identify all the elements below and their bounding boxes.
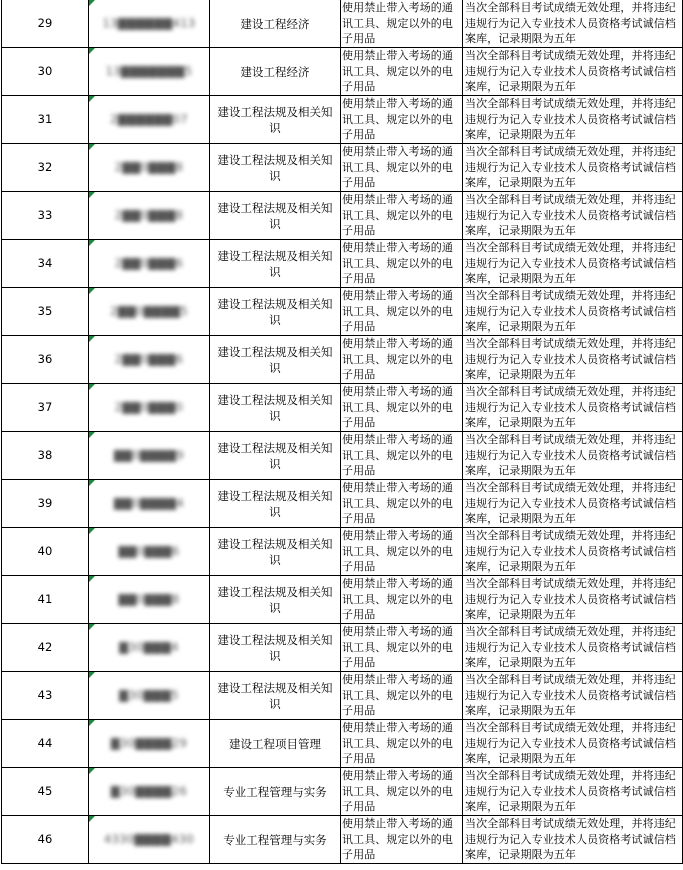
cell-flag-icon [89,720,95,726]
cell-flag-icon [89,528,95,534]
candidate-id-cell [89,336,210,384]
subject: 建设工程法规及相关知识 [210,96,341,144]
candidate-id: 13▇▇▇▇▇▇▇5 [105,63,193,78]
violation: 使用禁止带入考场的通讯工具、规定以外的电子用品 [341,192,463,240]
violation: 使用禁止带入考场的通讯工具、规定以外的电子用品 [341,672,463,720]
penalty: 当次全部科目考试成绩无效处理，并将违纪违规行为记入专业技术人员资格考试诚信档案库，记录期限为五年 [463,576,683,624]
violation: 使用禁止带入考场的通讯工具、规定以外的电子用品 [341,480,463,528]
penalty: 当次全部科目考试成绩无效处理，并将违纪违规行为记入专业技术人员资格考试诚信档案库，记录期限为五年 [463,144,683,192]
cell-flag-icon [89,48,95,54]
subject: 建设工程法规及相关知识 [210,288,341,336]
candidate-id-cell [89,528,210,576]
table-row [2,768,683,816]
table-row [2,288,683,336]
subject: 建设工程法规及相关知识 [210,672,341,720]
subject: 建设工程项目管理 [210,720,341,768]
cell-flag-icon [89,624,95,630]
candidate-id: ▇30▇▇▇4 [119,639,179,654]
table-body [2,0,683,864]
cell-flag-icon [89,576,95,582]
table-row [2,192,683,240]
row-number: 45 [2,768,89,816]
penalty: 当次全部科目考试成绩无效处理，并将违纪违规行为记入专业技术人员资格考试诚信档案库，记录期限为五年 [463,336,683,384]
violation: 使用禁止带入考场的通讯工具、规定以外的电子用品 [341,48,463,96]
violation: 使用禁止带入考场的通讯工具、规定以外的电子用品 [341,528,463,576]
violation: 使用禁止带入考场的通讯工具、规定以外的电子用品 [341,288,463,336]
cell-flag-icon [89,672,95,678]
penalty: 当次全部科目考试成绩无效处理，并将违纪违规行为记入专业技术人员资格考试诚信档案库，记录期限为五年 [463,528,683,576]
row-number: 30 [2,48,89,96]
table-row [2,720,683,768]
table-row [2,96,683,144]
candidate-id-cell [89,480,210,528]
cell-flag-icon [89,96,95,102]
candidate-id-cell [89,288,210,336]
row-number: 42 [2,624,89,672]
violation: 使用禁止带入考场的通讯工具、规定以外的电子用品 [341,240,463,288]
table-row [2,480,683,528]
row-number: 40 [2,528,89,576]
subject: 建设工程法规及相关知识 [210,432,341,480]
subject: 专业工程管理与实务 [210,816,341,864]
row-number: 38 [2,432,89,480]
row-number: 46 [2,816,89,864]
table-row [2,144,683,192]
subject: 建设工程法规及相关知识 [210,144,341,192]
violation-table [1,0,683,864]
table-row [2,0,683,48]
candidate-id-cell [89,384,210,432]
violation: 使用禁止带入考场的通讯工具、规定以外的电子用品 [341,336,463,384]
subject: 建设工程法规及相关知识 [210,192,341,240]
row-number: 37 [2,384,89,432]
subject: 建设工程经济 [210,48,341,96]
table-row [2,384,683,432]
candidate-id: 2▇▇0▇▇▇6 [114,351,184,366]
candidate-id: 4330▇▇▇▇430 [104,831,194,846]
subject: 建设工程法规及相关知识 [210,528,341,576]
penalty: 当次全部科目考试成绩无效处理，并将违纪违规行为记入专业技术人员资格考试诚信档案库，记录期限为五年 [463,672,683,720]
violation: 使用禁止带入考场的通讯工具、规定以外的电子用品 [341,720,463,768]
row-number: 31 [2,96,89,144]
violation: 使用禁止带入考场的通讯工具、规定以外的电子用品 [341,816,463,864]
penalty: 当次全部科目考试成绩无效处理，并将违纪违规行为记入专业技术人员资格考试诚信档案库，记录期限为五年 [463,432,683,480]
cell-flag-icon [89,336,95,342]
cell-flag-icon [89,432,95,438]
candidate-id-cell [89,720,210,768]
violation: 使用禁止带入考场的通讯工具、规定以外的电子用品 [341,576,463,624]
row-number: 43 [2,672,89,720]
table-row [2,624,683,672]
cell-flag-icon [89,192,95,198]
subject: 建设工程法规及相关知识 [210,480,341,528]
row-number: 41 [2,576,89,624]
penalty: 当次全部科目考试成绩无效处理，并将违纪违规行为记入专业技术人员资格考试诚信档案库，记录期限为五年 [463,288,683,336]
violation: 使用禁止带入考场的通讯工具、规定以外的电子用品 [341,624,463,672]
table-row [2,816,683,864]
table-row [2,240,683,288]
candidate-id-cell [89,768,210,816]
subject: 建设工程经济 [210,0,341,48]
penalty: 当次全部科目考试成绩无效处理，并将违纪违规行为记入专业技术人员资格考试诚信档案库，记录期限为五年 [463,192,683,240]
subject: 建设工程法规及相关知识 [210,624,341,672]
table-row [2,48,683,96]
penalty: 当次全部科目考试成绩无效处理，并将违纪违规行为记入专业技术人员资格考试诚信档案库，记录期限为五年 [463,48,683,96]
candidate-id-cell [89,432,210,480]
row-number: 32 [2,144,89,192]
penalty: 当次全部科目考试成绩无效处理，并将违纪违规行为记入专业技术人员资格考试诚信档案库，记录期限为五年 [463,816,683,864]
violation: 使用禁止带入考场的通讯工具、规定以外的电子用品 [341,768,463,816]
penalty: 当次全部科目考试成绩无效处理，并将违纪违规行为记入专业技术人员资格考试诚信档案库，记录期限为五年 [463,720,683,768]
row-number: 44 [2,720,89,768]
penalty: 当次全部科目考试成绩无效处理，并将违纪违规行为记入专业技术人员资格考试诚信档案库，记录期限为五年 [463,384,683,432]
candidate-id-cell [89,144,210,192]
row-number: 34 [2,240,89,288]
subject: 建设工程法规及相关知识 [210,336,341,384]
candidate-id: 2▇▇0▇▇▇8 [114,159,184,174]
candidate-id: 2▇▇0▇▇▇6 [114,255,184,270]
candidate-id: ▇30▇▇▇▇29 [110,735,188,750]
candidate-id: ▇▇0▇▇▇▇4 [113,495,185,510]
penalty: 当次全部科目考试成绩无效处理，并将违纪违规行为记入专业技术人员资格考试诚信档案库，记录期限为五年 [463,240,683,288]
candidate-id: ▇30▇▇▇▇26 [110,783,188,798]
candidate-id-cell [89,192,210,240]
cell-flag-icon [89,240,95,246]
cell-flag-icon [89,0,95,6]
candidate-id: ▇30▇▇▇5 [119,687,179,702]
penalty: 当次全部科目考试成绩无效处理，并将违纪违规行为记入专业技术人员资格考试诚信档案库，记录期限为五年 [463,0,683,48]
violation: 使用禁止带入考场的通讯工具、规定以外的电子用品 [341,384,463,432]
table-row [2,576,683,624]
table-row [2,336,683,384]
cell-flag-icon [89,768,95,774]
candidate-id: 2▇▇0▇▇▇8 [114,207,184,222]
violation: 使用禁止带入考场的通讯工具、规定以外的电子用品 [341,144,463,192]
candidate-id-cell [89,0,210,48]
candidate-id-cell [89,624,210,672]
row-number: 33 [2,192,89,240]
row-number: 35 [2,288,89,336]
violation: 使用禁止带入考场的通讯工具、规定以外的电子用品 [341,432,463,480]
cell-flag-icon [89,288,95,294]
candidate-id: 2▇▇0▇▇▇▇5 [110,303,188,318]
violation: 使用禁止带入考场的通讯工具、规定以外的电子用品 [341,0,463,48]
candidate-id-cell [89,672,210,720]
cell-flag-icon [89,816,95,822]
candidate-id: ▇▇0▇▇▇6 [118,543,180,558]
candidate-id-cell [89,240,210,288]
candidate-id-cell [89,576,210,624]
table-row [2,528,683,576]
penalty: 当次全部科目考试成绩无效处理，并将违纪违规行为记入专业技术人员资格考试诚信档案库，记录期限为五年 [463,624,683,672]
subject: 专业工程管理与实务 [210,768,341,816]
cell-flag-icon [89,144,95,150]
penalty: 当次全部科目考试成绩无效处理，并将违纪违规行为记入专业技术人员资格考试诚信档案库，记录期限为五年 [463,96,683,144]
candidate-id-cell [89,816,210,864]
row-number: 36 [2,336,89,384]
candidate-id-cell [89,96,210,144]
table-row [2,432,683,480]
row-number: 39 [2,480,89,528]
subject: 建设工程法规及相关知识 [210,576,341,624]
subject: 建设工程法规及相关知识 [210,240,341,288]
cell-flag-icon [89,480,95,486]
candidate-id: 2▇▇0▇▇▇0 [114,399,184,414]
candidate-id: 13▇▇▇▇▇▇413 [102,15,196,30]
table-row [2,672,683,720]
row-number: 29 [2,0,89,48]
cell-flag-icon [89,384,95,390]
penalty: 当次全部科目考试成绩无效处理，并将违纪违规行为记入专业技术人员资格考试诚信档案库，记录期限为五年 [463,768,683,816]
violation: 使用禁止带入考场的通讯工具、规定以外的电子用品 [341,96,463,144]
candidate-id: ▇▇0▇▇▇8 [118,591,180,606]
candidate-id: 2▇▇▇▇▇▇07 [110,111,188,126]
subject: 建设工程法规及相关知识 [210,384,341,432]
penalty: 当次全部科目考试成绩无效处理，并将违纪违规行为记入专业技术人员资格考试诚信档案库，记录期限为五年 [463,480,683,528]
candidate-id: ▇▇0▇▇▇▇9 [113,447,185,462]
candidate-id-cell [89,48,210,96]
